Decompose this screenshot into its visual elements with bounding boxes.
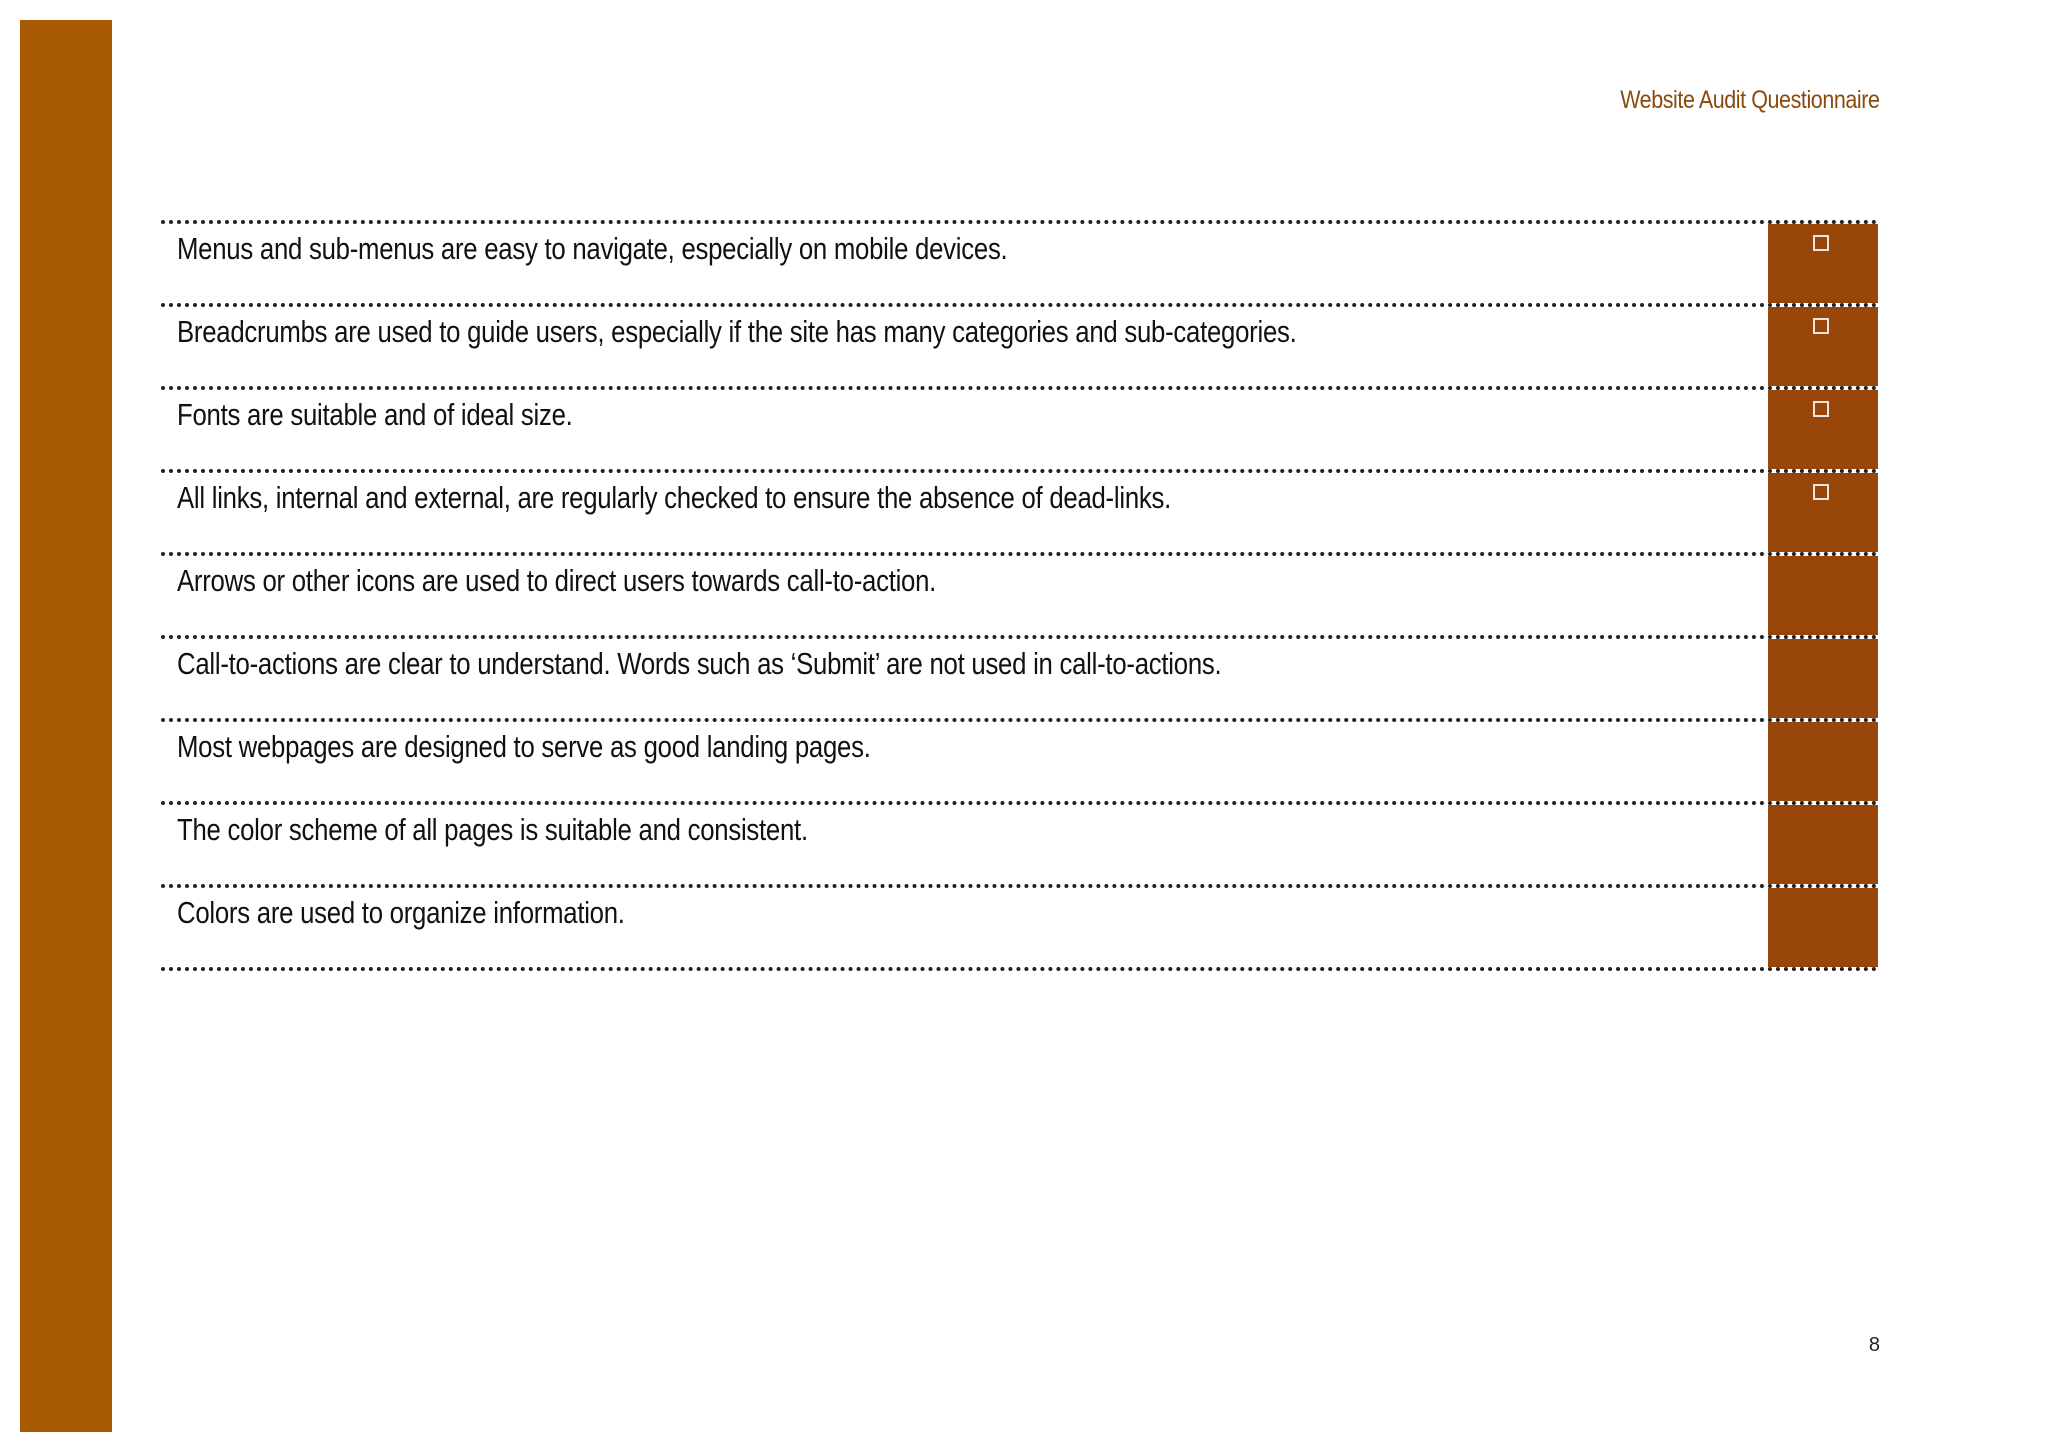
- checkbox-cell: [1768, 805, 1878, 884]
- checkbox-cell: [1768, 888, 1878, 967]
- side-accent-bar: [20, 20, 112, 1432]
- checklist-item-text: Fonts are suitable and of ideal size.: [177, 397, 573, 432]
- checklist-table: [161, 220, 1878, 971]
- checklist-row: [161, 888, 1878, 971]
- page-number: 8: [1868, 1334, 1880, 1356]
- checkbox-cell: [1768, 390, 1878, 469]
- checklist-item-text: Colors are used to organize information.: [177, 895, 625, 930]
- checklist-row: [161, 390, 1878, 473]
- checklist-item-text: Menus and sub-menus are easy to navigate, especially on mobile devices.: [177, 231, 1008, 266]
- checklist-row: [161, 722, 1878, 805]
- checkbox-cell: [1768, 722, 1878, 801]
- checklist-item-text: Breadcrumbs are used to guide users, especially if the site has many categories and sub-categories.: [177, 314, 1297, 349]
- checkbox-cell: [1768, 307, 1878, 386]
- document-title: Website Audit Questionnaire: [1620, 86, 1880, 114]
- checklist-row: [161, 307, 1878, 390]
- checklist-item-text: Call-to-actions are clear to understand. Words such as ‘Submit’ are not used in call-to-actions.: [177, 646, 1222, 681]
- checkbox-cell: [1768, 556, 1878, 635]
- checklist-row: [161, 556, 1878, 639]
- checklist-item-text: Arrows or other icons are used to direct users towards call-to-action.: [177, 563, 937, 598]
- checkbox[interactable]: [1813, 318, 1829, 334]
- checklist-item-text: The color scheme of all pages is suitable and consistent.: [177, 812, 808, 847]
- checklist-row: [161, 473, 1878, 556]
- checkbox-cell: [1768, 639, 1878, 718]
- checkbox[interactable]: [1813, 484, 1829, 500]
- checkbox[interactable]: [1813, 235, 1829, 251]
- checklist-row: [161, 224, 1878, 307]
- checklist-row: [161, 639, 1878, 722]
- checkbox-cell: [1768, 224, 1878, 303]
- checklist-item-text: All links, internal and external, are regularly checked to ensure the absence of dead-links.: [177, 480, 1172, 515]
- checkbox[interactable]: [1813, 401, 1829, 417]
- checkbox-cell: [1768, 473, 1878, 552]
- checklist-row: [161, 805, 1878, 888]
- checklist-item-text: Most webpages are designed to serve as good landing pages.: [177, 729, 871, 764]
